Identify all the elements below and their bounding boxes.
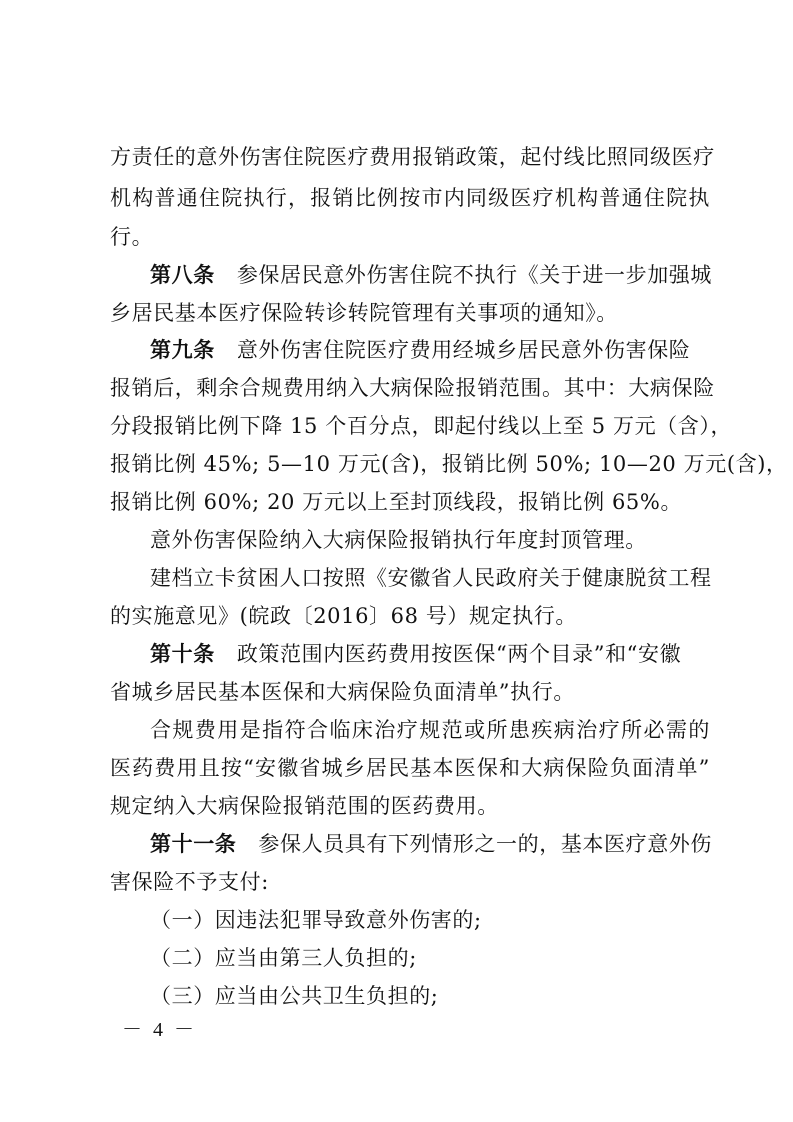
paragraph-line: 报销后，剩余合规费用纳入大病保险报销范围。其中：大病保险 <box>110 376 715 400</box>
paragraph-line: 省城乡居民基本医保和大病保险负面清单”执行。 <box>110 680 575 704</box>
list-item: （三）应当由公共卫生负担的; <box>150 984 439 1008</box>
article-10-line <box>150 639 681 669</box>
paragraph-line: 报销比例 45%; 5—10 万元(含)，报销比例 50%; 10—20 万元(含)， <box>110 452 788 476</box>
paragraph-line: 害保险不予支付: <box>110 870 269 894</box>
article-8-text: 参保居民意外伤害住院不执行《关于进一步加强城 <box>236 263 713 287</box>
paragraph-line: 意外伤害保险纳入大病保险报销执行年度封顶管理。 <box>150 528 647 552</box>
paragraph-line: 规定纳入大病保险报销范围的医药费用。 <box>110 794 499 818</box>
paragraph-line: 合规费用是指符合临床治疗规范或所患疾病治疗所必需的 <box>150 718 710 742</box>
paragraph-line: 的实施意见》(皖政〔2016〕68 号）规定执行。 <box>110 604 578 628</box>
article-8-line <box>150 260 712 290</box>
paragraph-line: 机构普通住院执行，报销比例按市内同级医疗机构普通住院执 <box>110 186 710 210</box>
article-10-text: 政策范围内医药费用按医保“两个目录”和“安徽 <box>236 642 682 666</box>
article-8-heading: 第八条 <box>150 263 215 287</box>
article-9-line <box>150 335 690 365</box>
paragraph-line: 建档立卡贫困人口按照《安徽省人民政府关于健康脱贫工程 <box>150 566 712 590</box>
paragraph-line: 行。 <box>110 225 154 249</box>
article-11-heading: 第十一条 <box>150 832 237 856</box>
article-9-text: 意外伤害住院医疗费用经城乡居民意外伤害保险 <box>236 338 691 362</box>
paragraph-line: 报销比例 60%; 20 万元以上至封顶线段，报销比例 65%。 <box>110 490 683 514</box>
page-number: － 4 － <box>122 1019 197 1041</box>
paragraph-line: 分段报销比例下降 15 个百分点，即起付线以上至 5 万元（含）， <box>110 414 733 438</box>
paragraph-line: 医药费用且按“安徽省城乡居民基本医保和大病保险负面清单” <box>110 756 710 780</box>
paragraph-line: 方责任的意外伤害住院医疗费用报销政策，起付线比照同级医疗 <box>110 145 715 169</box>
paragraph-line: 乡居民基本医疗保险转诊转院管理有关事项的通知》。 <box>110 301 618 325</box>
list-item: （二）应当由第三人负担的; <box>150 946 417 970</box>
article-11-text: 参保人员具有下列情形之一的，基本医疗意外伤 <box>258 832 713 856</box>
article-9-heading: 第九条 <box>150 338 215 362</box>
article-11-line <box>150 829 712 859</box>
article-10-heading: 第十条 <box>150 642 215 666</box>
list-item: （一）因违法犯罪导致意外伤害的; <box>150 908 482 932</box>
